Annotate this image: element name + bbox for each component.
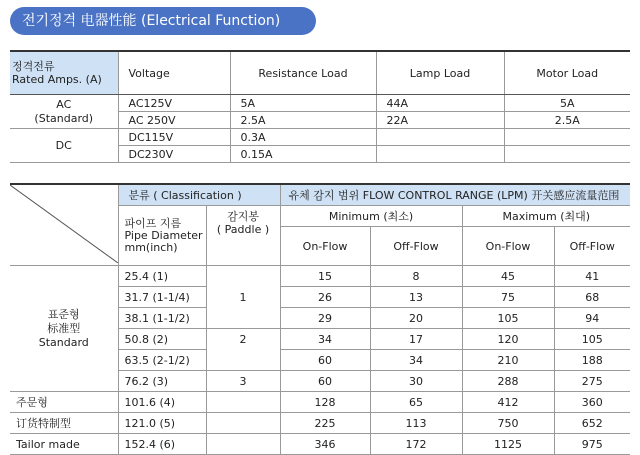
max-on-value: 412 — [462, 392, 554, 413]
standard-group-label — [10, 266, 118, 392]
min-on-value: 128 — [280, 392, 370, 413]
flow-range-table — [10, 183, 630, 455]
pipe-diameter-header — [118, 206, 206, 266]
max-on-value: 210 — [462, 350, 554, 371]
rated-amps-header — [10, 51, 118, 95]
max-off-value: 652 — [554, 413, 630, 434]
flow-row — [10, 266, 630, 287]
min-on-value: 15 — [280, 266, 370, 287]
rated-resistance: 2.5A — [230, 112, 376, 129]
paddle-header — [206, 206, 280, 266]
rated-amps-en: Rated Amps. (A) — [12, 73, 102, 86]
min-on-value: 26 — [280, 287, 370, 308]
diagonal-corner-cell — [10, 184, 118, 266]
min-off-value: 17 — [370, 329, 462, 350]
min-off-value: 113 — [370, 413, 462, 434]
pipe-value: 50.8 (2) — [118, 329, 206, 350]
min-on-value: 225 — [280, 413, 370, 434]
max-off-value: 975 — [554, 434, 630, 455]
rated-lamp — [376, 146, 504, 163]
min-on-flow-header: On-Flow — [280, 227, 370, 266]
paddle-value — [206, 308, 280, 329]
rated-motor — [504, 146, 630, 163]
rated-amps-table — [10, 50, 630, 163]
rated-header-row — [10, 51, 630, 95]
min-off-value: 65 — [370, 392, 462, 413]
min-on-value: 29 — [280, 308, 370, 329]
diagonal-line — [10, 185, 118, 263]
rated-voltage: AC125V — [118, 95, 230, 112]
ac-sub-label: (Standard) — [34, 111, 94, 125]
min-off-value: 34 — [370, 350, 462, 371]
max-on-value: 1125 — [462, 434, 554, 455]
pipe-value: 31.7 (1-1/4) — [118, 287, 206, 308]
max-on-value: 105 — [462, 308, 554, 329]
min-off-flow-header: Off-Flow — [370, 227, 462, 266]
section-title-banner: 전기정격 电器性能 (Electrical Function) — [10, 7, 316, 35]
pipe-value: 101.6 (4) — [118, 392, 206, 413]
rated-motor: 5A — [504, 95, 630, 112]
pipe-en-1: Pipe Diameter — [124, 228, 203, 242]
min-on-value: 34 — [280, 329, 370, 350]
min-on-value: 346 — [280, 434, 370, 455]
group-label: Tailor made — [10, 434, 118, 455]
dc-label: DC — [10, 129, 118, 163]
max-on-value: 288 — [462, 371, 554, 392]
resistance-header: Resistance Load — [230, 51, 376, 95]
max-off-value: 105 — [554, 329, 630, 350]
min-on-value: 60 — [280, 371, 370, 392]
max-off-value: 188 — [554, 350, 630, 371]
ac-label-cell — [10, 95, 118, 129]
pipe-value: 38.1 (1-1/2) — [118, 308, 206, 329]
min-off-value: 20 — [370, 308, 462, 329]
voltage-header: Voltage — [118, 51, 230, 95]
rated-resistance: 0.3A — [230, 129, 376, 146]
max-on-value: 750 — [462, 413, 554, 434]
rated-row — [10, 95, 630, 112]
min-off-value: 13 — [370, 287, 462, 308]
rated-lamp: 44A — [376, 95, 504, 112]
rated-resistance: 0.15A — [230, 146, 376, 163]
minimum-header: Minimum (최소) — [280, 206, 462, 227]
pipe-value: 152.4 (6) — [118, 434, 206, 455]
rated-motor: 2.5A — [504, 112, 630, 129]
min-off-value: 30 — [370, 371, 462, 392]
rated-lamp: 22A — [376, 112, 504, 129]
standard-ko: 표준형 — [47, 307, 80, 321]
group-label: 주문형 — [10, 392, 118, 413]
ac-label: AC — [56, 97, 72, 111]
paddle-value — [206, 350, 280, 371]
paddle-value: 2 — [206, 329, 280, 350]
paddle-value: 3 — [206, 371, 280, 392]
flow-range-header: 유체 감지 범위 FLOW CONTROL RANGE (LPM) 开关感应流量范围 — [280, 184, 630, 206]
flow-row — [10, 434, 630, 455]
paddle-value — [206, 413, 280, 434]
rated-voltage: DC115V — [118, 129, 230, 146]
maximum-header: Maximum (최대) — [462, 206, 630, 227]
paddle-value: 1 — [206, 287, 280, 308]
max-on-value: 120 — [462, 329, 554, 350]
rated-motor — [504, 129, 630, 146]
min-off-value: 172 — [370, 434, 462, 455]
rated-resistance: 5A — [230, 95, 376, 112]
max-off-value: 360 — [554, 392, 630, 413]
max-off-value: 275 — [554, 371, 630, 392]
lamp-header: Lamp Load — [376, 51, 504, 95]
pipe-en-2: mm(inch) — [124, 240, 178, 254]
pipe-value: 25.4 (1) — [118, 266, 206, 287]
max-on-value: 45 — [462, 266, 554, 287]
max-off-flow-header: Off-Flow — [554, 227, 630, 266]
standard-en: Standard — [38, 335, 89, 349]
standard-zh: 标准型 — [47, 321, 81, 335]
flow-row — [10, 392, 630, 413]
paddle-value — [206, 266, 280, 287]
rated-amps-ko: 정격전류 — [12, 60, 55, 73]
rated-row — [10, 129, 630, 146]
flow-row — [10, 413, 630, 434]
paddle-value — [206, 434, 280, 455]
classification-header: 분류 ( Classification ) — [118, 184, 280, 206]
rated-voltage: AC 250V — [118, 112, 230, 129]
rated-voltage: DC230V — [118, 146, 230, 163]
max-off-value: 41 — [554, 266, 630, 287]
paddle-value — [206, 392, 280, 413]
pipe-value: 76.2 (3) — [118, 371, 206, 392]
paddle-en: ( Paddle ) — [216, 223, 270, 236]
max-on-flow-header: On-Flow — [462, 227, 554, 266]
min-on-value: 60 — [280, 350, 370, 371]
max-on-value: 75 — [462, 287, 554, 308]
group-label: 订货特制型 — [10, 413, 118, 434]
rated-lamp — [376, 129, 504, 146]
flow-header-row-1 — [10, 184, 630, 206]
max-off-value: 94 — [554, 308, 630, 329]
pipe-value: 63.5 (2-1/2) — [118, 350, 206, 371]
min-off-value: 8 — [370, 266, 462, 287]
motor-header: Motor Load — [504, 51, 630, 95]
max-off-value: 68 — [554, 287, 630, 308]
pipe-value: 121.0 (5) — [118, 413, 206, 434]
paddle-ko: 감지봉 — [227, 210, 259, 223]
pipe-ko: 파이프 지름 — [124, 216, 182, 230]
